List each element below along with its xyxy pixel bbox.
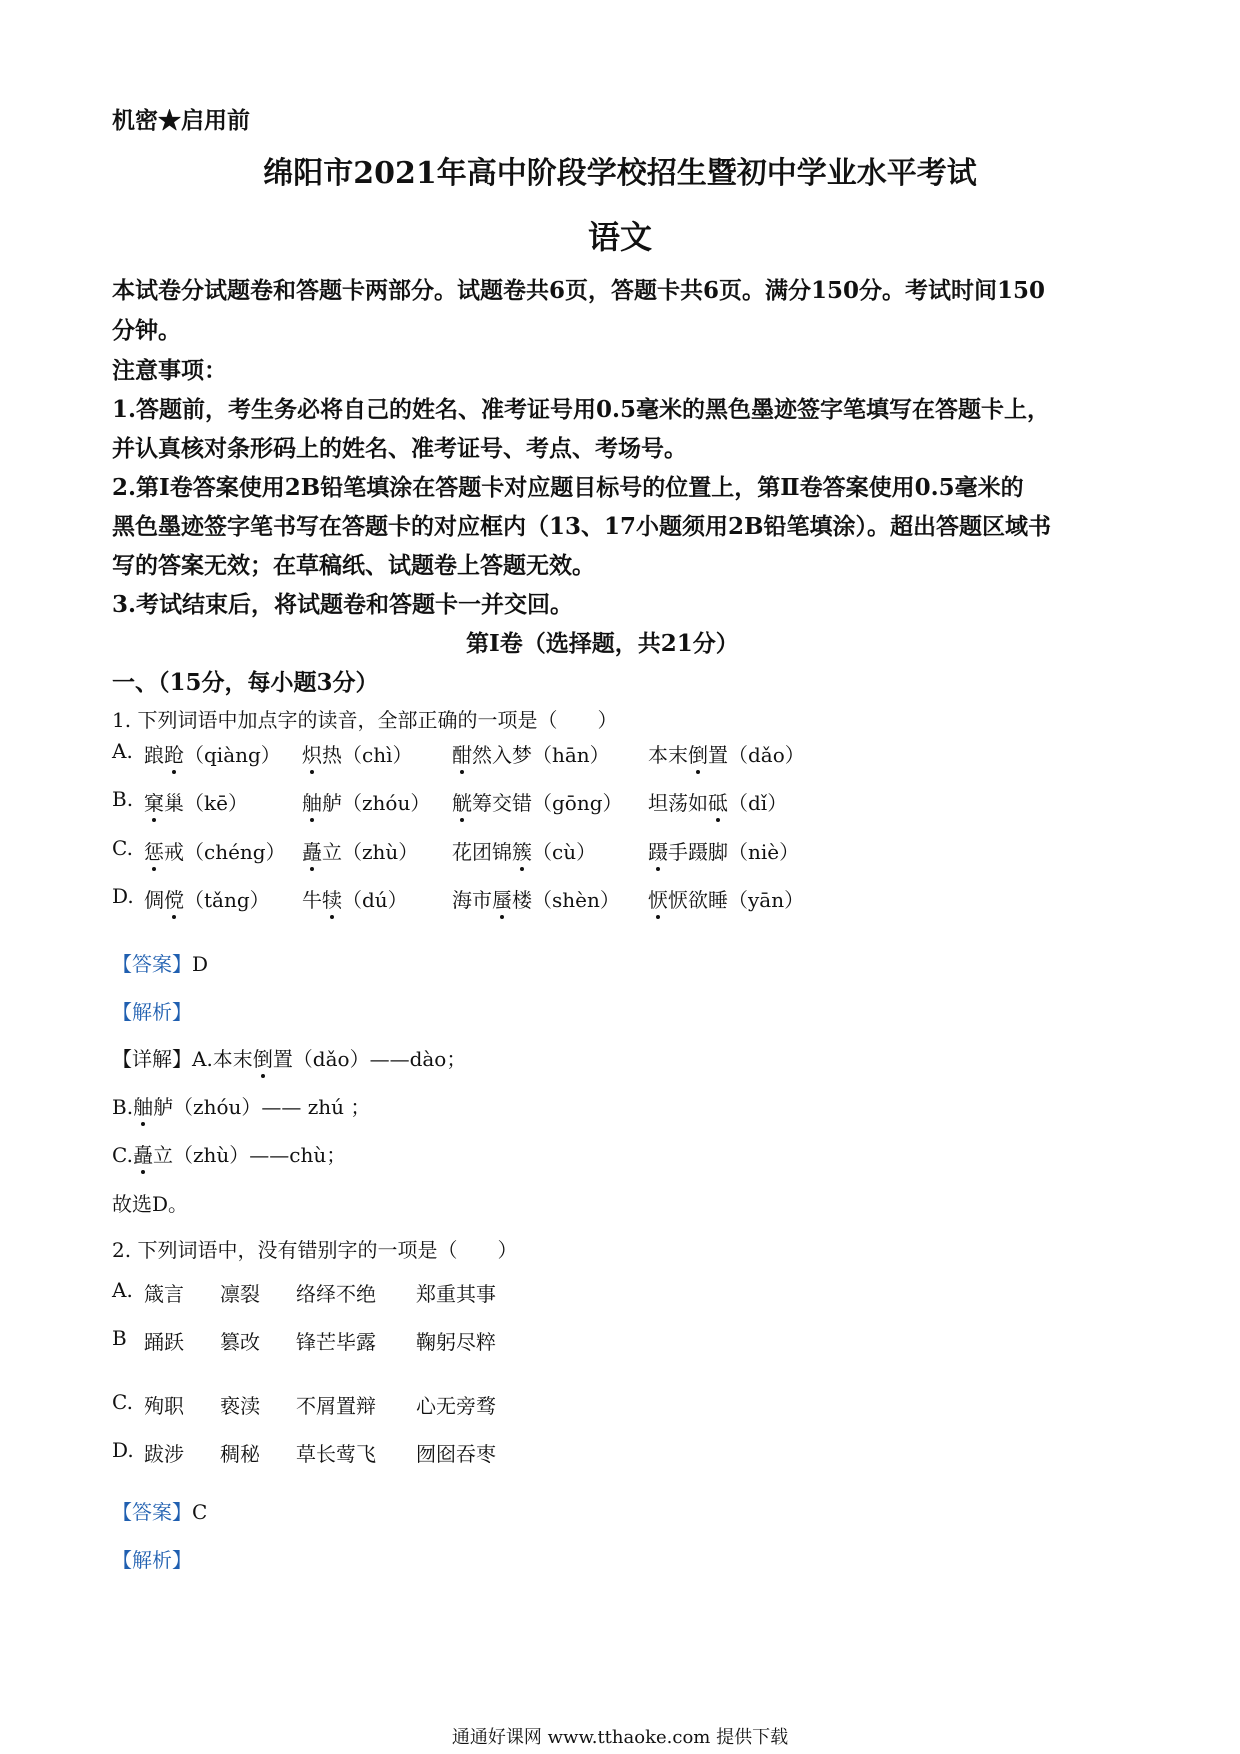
answer-tag: 【答案】 xyxy=(112,1500,192,1524)
option-word xyxy=(144,836,286,865)
dotted-char: 傥 xyxy=(164,888,184,912)
q2-stem: 2. 下列词语中，没有错别字的一项是（ ） xyxy=(112,1238,518,1262)
option-word xyxy=(302,787,430,816)
notice-1a: 1.答题前，考生务必将自己的姓名、准考证号用0.5毫米的黑色墨迹签字笔填写在答题卡上， xyxy=(112,396,1051,423)
q1-conclusion: 故选D。 xyxy=(112,1192,189,1216)
word-part: 巢（kē） xyxy=(164,791,248,815)
page-footer: 通通好课网 www.tthaoke.com 提供下载 xyxy=(451,1727,789,1748)
word-part: 热（chì） xyxy=(322,743,413,767)
word-part: 坦荡如 xyxy=(648,791,708,815)
word-part: 手蹑脚（niè） xyxy=(668,840,800,864)
option-word xyxy=(452,884,620,913)
detail-2-rest: 舻（zhóu）—— zhú ； xyxy=(153,1095,371,1119)
notice-2c: 写的答案无效；在草稿纸、试题卷上答题无效。 xyxy=(112,552,595,579)
q1-answer-line xyxy=(112,948,208,977)
detail-3-dotted: 矗 xyxy=(132,1143,153,1167)
detail-1-rest: 置（dǎo）——dào； xyxy=(272,1047,467,1071)
word-part: （cù） xyxy=(532,840,597,864)
notice-title: 注意事项： xyxy=(112,357,227,384)
option-word xyxy=(452,787,623,816)
q2-option-b xyxy=(0,1326,1240,1354)
intro-line-2: 分钟。 xyxy=(112,317,181,344)
q1-analysis-tag: 【解析】 xyxy=(112,1000,192,1024)
dotted-char: 窠 xyxy=(144,791,164,815)
option-word: 草长莺飞 xyxy=(296,1442,376,1466)
q2-answer-line xyxy=(112,1496,207,1525)
q1-option-c xyxy=(0,836,1240,864)
notice-2b: 黑色墨迹签字笔书写在答题卡的对应框内（13、17小题须用2B铅笔填涂）。超出答题区域书 xyxy=(112,513,1051,540)
dotted-char: 蹑 xyxy=(648,840,668,864)
detail-tag: 【详解】 xyxy=(112,1047,192,1071)
option-word xyxy=(144,787,248,816)
word-part: 戒（chéng） xyxy=(164,840,286,864)
dotted-char: 簇 xyxy=(512,840,532,864)
option-word: 鞠躬尽粹 xyxy=(416,1330,496,1354)
option-label: D. xyxy=(112,884,134,908)
notice-3: 3.考试结束后，将试题卷和答题卡一并交回。 xyxy=(112,591,574,618)
word-part: 立（zhù） xyxy=(322,840,419,864)
q1-detail-2 xyxy=(112,1091,370,1120)
dotted-char: 砥 xyxy=(708,791,728,815)
q1-option-d xyxy=(0,884,1240,912)
dotted-char: 酣 xyxy=(452,743,472,767)
q2-option-a xyxy=(0,1278,1240,1306)
q1-detail-3 xyxy=(112,1139,346,1168)
option-word xyxy=(302,836,418,865)
q1-option-a xyxy=(0,739,1240,767)
option-label: A. xyxy=(112,739,133,763)
option-label: C. xyxy=(112,836,133,860)
option-label: A. xyxy=(112,1278,133,1302)
option-word xyxy=(452,836,596,865)
word-part: 恹欲睡（yān） xyxy=(668,888,805,912)
option-label: B xyxy=(112,1326,127,1350)
intro-line-1: 本试卷分试题卷和答题卡两部分。试题卷共6页，答题卡共6页。满分150分。考试时间150 xyxy=(112,277,1046,304)
option-label: C. xyxy=(112,1390,133,1414)
detail-2-prefix: B. xyxy=(112,1095,134,1119)
q1-option-b xyxy=(0,787,1240,815)
option-word: 郑重其事 xyxy=(416,1282,496,1306)
option-word xyxy=(648,739,805,768)
answer-tag: 【答案】 xyxy=(112,952,192,976)
option-word: 凛裂 xyxy=(220,1282,260,1306)
option-label: D. xyxy=(112,1438,134,1462)
notice-2a: 2.第Ⅰ卷答案使用2B铅笔填涂在答题卡对应题目标号的位置上，第Ⅱ卷答案使用0.5毫米的 xyxy=(112,474,1024,501)
option-word xyxy=(648,836,799,865)
dotted-char: 倒 xyxy=(688,743,708,767)
option-word xyxy=(302,884,408,913)
dotted-char: 炽 xyxy=(302,743,322,767)
word-part: （qiàng） xyxy=(184,743,281,767)
option-word xyxy=(648,884,804,913)
word-part: 牛 xyxy=(302,888,322,912)
option-word: 不屑置辩 xyxy=(296,1394,376,1418)
word-part: 本末 xyxy=(648,743,688,767)
notice-1b: 并认真核对条形码上的姓名、准考证号、考点、考场号。 xyxy=(112,435,687,462)
word-part: （tǎng） xyxy=(184,888,270,912)
word-part: 花团锦 xyxy=(452,840,512,864)
option-word: 踊跃 xyxy=(144,1330,184,1354)
word-part: 踉 xyxy=(144,743,164,767)
part1-title: 第Ⅰ卷（选择题，共21分） xyxy=(466,630,739,657)
word-part: 舻（zhóu） xyxy=(322,791,431,815)
option-word: 跋涉 xyxy=(144,1442,184,1466)
dotted-char: 觥 xyxy=(452,791,472,815)
word-part: 筹交错（gōng） xyxy=(472,791,623,815)
answer-value: C xyxy=(192,1500,208,1524)
option-word: 囫囵吞枣 xyxy=(416,1442,496,1466)
word-part: 海市 xyxy=(452,888,492,912)
option-word: 锋芒毕露 xyxy=(296,1330,376,1354)
q1-stem: 1. 下列词语中加点字的读音，全部正确的一项是（ ） xyxy=(112,708,618,732)
detail-1-prefix: A.本末 xyxy=(192,1047,253,1071)
option-word xyxy=(302,739,412,768)
word-part: 然入梦（hān） xyxy=(472,743,610,767)
option-word: 箴言 xyxy=(144,1282,184,1306)
option-word xyxy=(648,787,787,816)
word-part: 倜 xyxy=(144,888,164,912)
dotted-char: 舳 xyxy=(302,791,322,815)
q2-option-c xyxy=(0,1390,1240,1418)
option-word: 殉职 xyxy=(144,1394,184,1418)
option-word xyxy=(144,884,270,913)
dotted-char: 跄 xyxy=(164,743,184,767)
detail-3-prefix: C. xyxy=(112,1143,133,1167)
confidential-mark: 机密★启用前 xyxy=(112,107,250,134)
option-word: 络绎不绝 xyxy=(296,1282,376,1306)
word-part: （dǐ） xyxy=(728,791,788,815)
q2-analysis-tag: 【解析】 xyxy=(112,1548,192,1572)
dotted-char: 蜃 xyxy=(492,888,512,912)
section-heading: 一、（15分，每小题3分） xyxy=(112,669,379,696)
dotted-char: 恹 xyxy=(648,888,668,912)
detail-1-dotted: 倒 xyxy=(252,1047,273,1071)
option-word: 稠秘 xyxy=(220,1442,260,1466)
dotted-char: 犊 xyxy=(322,888,342,912)
detail-3-rest: 立（zhù）——chù； xyxy=(152,1143,347,1167)
option-word: 心无旁骛 xyxy=(416,1394,496,1418)
option-label: B. xyxy=(112,787,134,811)
q1-detail-1 xyxy=(112,1043,466,1072)
word-part: 楼（shèn） xyxy=(512,888,620,912)
dotted-char: 惩 xyxy=(144,840,164,864)
option-word xyxy=(144,739,281,768)
dotted-char: 矗 xyxy=(302,840,322,864)
detail-2-dotted: 舳 xyxy=(133,1095,154,1119)
word-part: （dú） xyxy=(342,888,408,912)
option-word: 亵渎 xyxy=(220,1394,260,1418)
word-part: 置（dǎo） xyxy=(708,743,805,767)
answer-value: D xyxy=(192,952,209,976)
exam-title: 绵阳市2021年高中阶段学校招生暨初中学业水平考试 xyxy=(263,156,977,191)
q2-option-d xyxy=(0,1438,1240,1466)
subject-title: 语文 xyxy=(587,218,652,256)
option-word: 篡改 xyxy=(220,1330,260,1354)
option-word xyxy=(452,739,610,768)
